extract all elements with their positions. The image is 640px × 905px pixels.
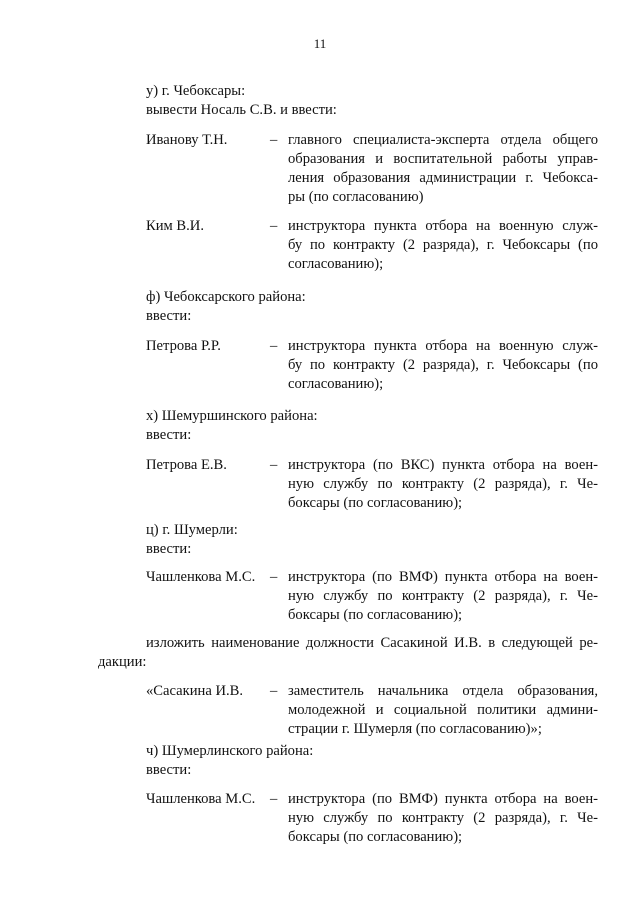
role-line: инструктора (по ВМФ) пункта отбора на воен- — [288, 791, 598, 807]
entry-kim — [146, 217, 598, 293]
role-line: боксары (по согласованию); — [288, 607, 463, 623]
role-line: инструктора (по ВКС) пункта отбора на воен- — [288, 457, 598, 473]
paragraph-line: изложить наименование должности Сасакиной И.В. в следующей ре- — [146, 635, 598, 651]
role-description — [288, 682, 598, 739]
role-line: главного специалиста-эксперта отдела общего — [288, 132, 598, 148]
role-line: ры (по согласованию) — [288, 189, 424, 205]
role-line: молодежной и социальной политики админи- — [288, 702, 598, 718]
entry-chashlenkova-1 — [146, 568, 598, 644]
dash-separator: – — [270, 569, 278, 585]
section-heading-kh: х) Шемуршинского района: — [146, 408, 318, 424]
section-instruction-kh: ввести: — [146, 427, 192, 443]
section-instruction-u: вывести Носаль С.В. и ввести: — [146, 102, 337, 118]
role-line: боксары (по согласованию); — [288, 495, 463, 511]
role-line: инструктора пункта отбора на военную служ- — [288, 218, 598, 234]
person-name: Иванову Т.Н. — [146, 132, 228, 148]
section-heading-ts: ц) г. Шумерли: — [146, 522, 238, 538]
person-name: Чашленкова М.С. — [146, 791, 256, 807]
person-name: Чашленкова М.С. — [146, 569, 256, 585]
role-line: согласованию); — [288, 256, 384, 272]
section-heading-u: у) г. Чебоксары: — [146, 83, 246, 99]
section-instruction-f: ввести: — [146, 308, 192, 324]
entry-ivanova — [146, 131, 598, 207]
role-line: образования и воспитательной работы управ- — [288, 151, 598, 167]
role-line: бу по контракту (2 разряда), г. Чебоксары (по — [288, 357, 598, 373]
role-line: согласованию); — [288, 376, 384, 392]
role-description — [288, 456, 598, 513]
dash-separator: – — [270, 218, 278, 234]
dash-separator: – — [270, 457, 278, 473]
entry-chashlenkova-2 — [146, 790, 598, 866]
role-description — [288, 217, 598, 274]
dash-separator: – — [270, 791, 278, 807]
role-description — [288, 568, 598, 625]
role-line: ную службу по контракту (2 разряда), г. Че- — [288, 810, 598, 826]
role-line: бу по контракту (2 разряда), г. Чебоксары (по — [288, 237, 598, 253]
page-number: 11 — [313, 36, 327, 51]
role-description — [288, 337, 598, 394]
dash-separator: – — [270, 132, 278, 148]
dash-separator: – — [270, 338, 278, 354]
section-instruction-ts: ввести: — [146, 541, 192, 557]
role-description — [288, 790, 598, 847]
rename-paragraph — [98, 634, 598, 672]
entry-petrova-rr — [146, 337, 598, 413]
dash-separator: – — [270, 683, 278, 699]
role-line: ную службу по контракту (2 разряда), г. Че- — [288, 476, 598, 492]
role-line: ную службу по контракту (2 разряда), г. Че- — [288, 588, 598, 604]
paragraph-line: дакции: — [98, 654, 147, 670]
person-name: Петрова Р.Р. — [146, 338, 221, 354]
person-name: «Сасакина И.В. — [146, 683, 244, 699]
role-line: инструктора пункта отбора на военную служ- — [288, 338, 598, 354]
role-line: страции г. Шумерля (по согласованию)»; — [288, 721, 542, 737]
section-heading-f: ф) Чебоксарского района: — [146, 289, 306, 305]
role-line: заместитель начальника отдела образования, — [288, 683, 598, 699]
person-name: Ким В.И. — [146, 218, 204, 234]
role-line: боксары (по согласованию); — [288, 829, 463, 845]
section-instruction-ch: ввести: — [146, 762, 192, 778]
role-description — [288, 131, 598, 207]
role-line: инструктора (по ВМФ) пункта отбора на воен- — [288, 569, 598, 585]
role-line: ления образования администрации г. Чебокса- — [288, 170, 598, 186]
person-name: Петрова Е.В. — [146, 457, 227, 473]
section-heading-ch: ч) Шумерлинского района: — [146, 743, 314, 759]
